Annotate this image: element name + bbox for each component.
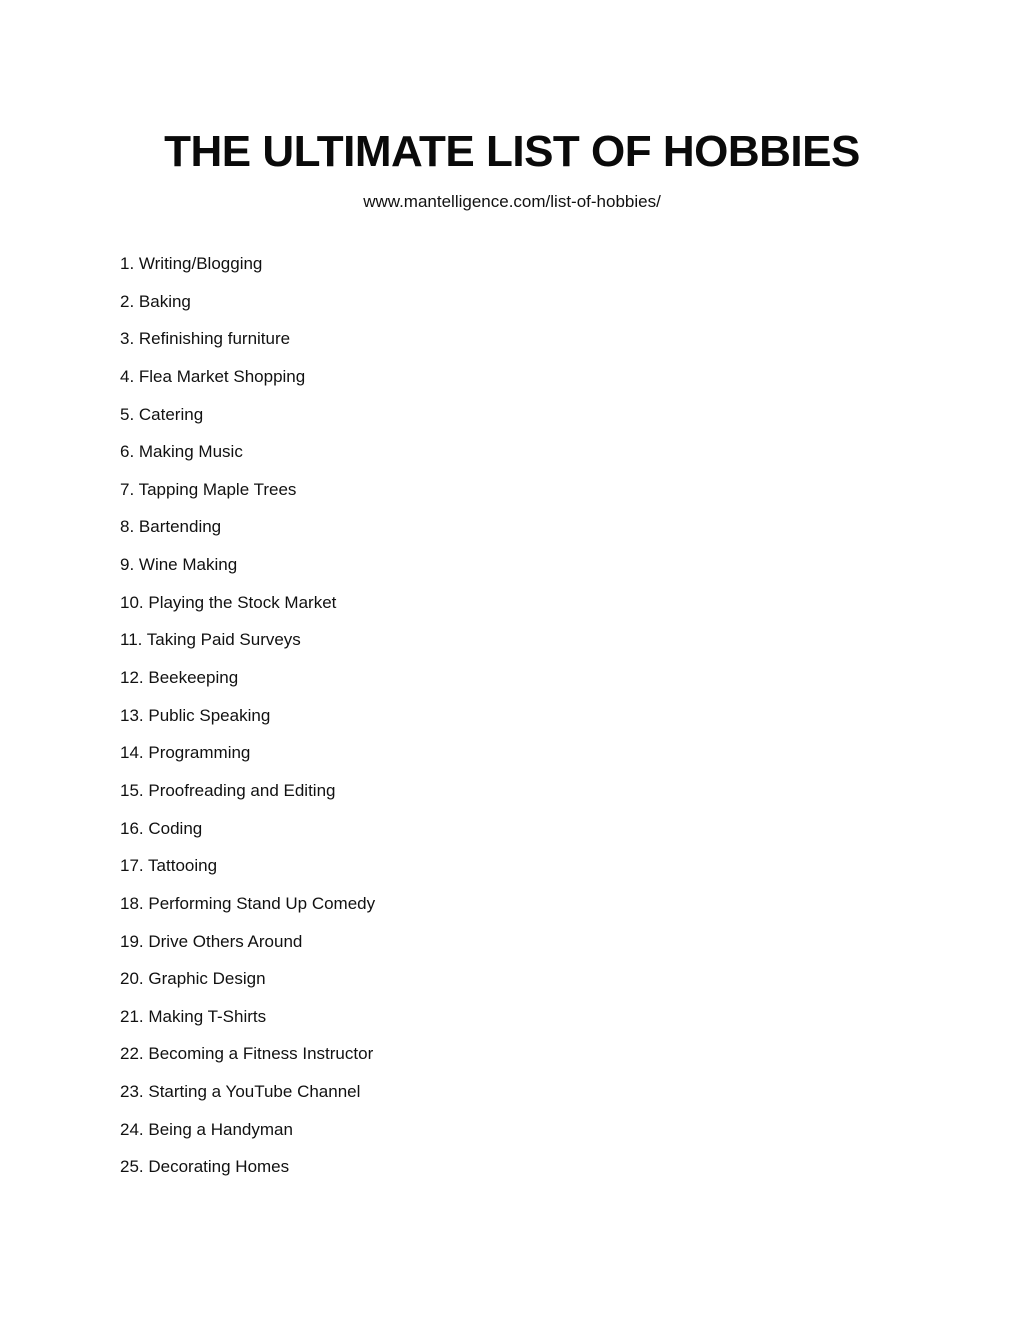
page-title: THE ULTIMATE LIST OF HOBBIES bbox=[164, 127, 860, 176]
hobby-item: 15. Proofreading and Editing bbox=[120, 780, 336, 800]
hobby-item: 14. Programming bbox=[120, 743, 251, 763]
hobby-item: 7. Tapping Maple Trees bbox=[120, 479, 297, 499]
hobby-item: 11. Taking Paid Surveys bbox=[120, 630, 301, 650]
hobby-item: 18. Performing Stand Up Comedy bbox=[120, 893, 376, 913]
hobby-item: 17. Tattooing bbox=[120, 856, 218, 876]
hobby-item: 20. Graphic Design bbox=[120, 969, 266, 989]
hobby-list bbox=[120, 252, 375, 1193]
hobby-item: 1. Writing/Blogging bbox=[120, 254, 263, 273]
hobby-item: 23. Starting a YouTube Channel bbox=[120, 1082, 361, 1102]
hobby-item: 6. Making Music bbox=[120, 442, 243, 462]
hobby-item: 4. Flea Market Shopping bbox=[120, 366, 306, 386]
hobby-item: 16. Coding bbox=[120, 818, 203, 838]
hobby-item: 8. Bartending bbox=[120, 517, 222, 537]
hobby-item: 22. Becoming a Fitness Instructor bbox=[120, 1044, 374, 1064]
hobby-item: 5. Catering bbox=[120, 404, 204, 424]
hobby-item: 9. Wine Making bbox=[120, 555, 238, 575]
hobby-item: 12. Beekeeping bbox=[120, 668, 239, 688]
hobby-item: 19. Drive Others Around bbox=[120, 931, 303, 951]
hobby-item: 2. Baking bbox=[120, 291, 191, 311]
hobby-item: 24. Being a Handyman bbox=[120, 1119, 293, 1139]
hobby-item: 25. Decorating Homes bbox=[120, 1157, 290, 1177]
source-url: www.mantelligence.com/list-of-hobbies/ bbox=[363, 192, 661, 211]
hobby-item: 3. Refinishing furniture bbox=[120, 329, 291, 349]
hobby-item: 13. Public Speaking bbox=[120, 705, 271, 725]
hobby-item: 10. Playing the Stock Market bbox=[120, 592, 337, 612]
hobby-item: 21. Making T-Shirts bbox=[120, 1006, 267, 1026]
